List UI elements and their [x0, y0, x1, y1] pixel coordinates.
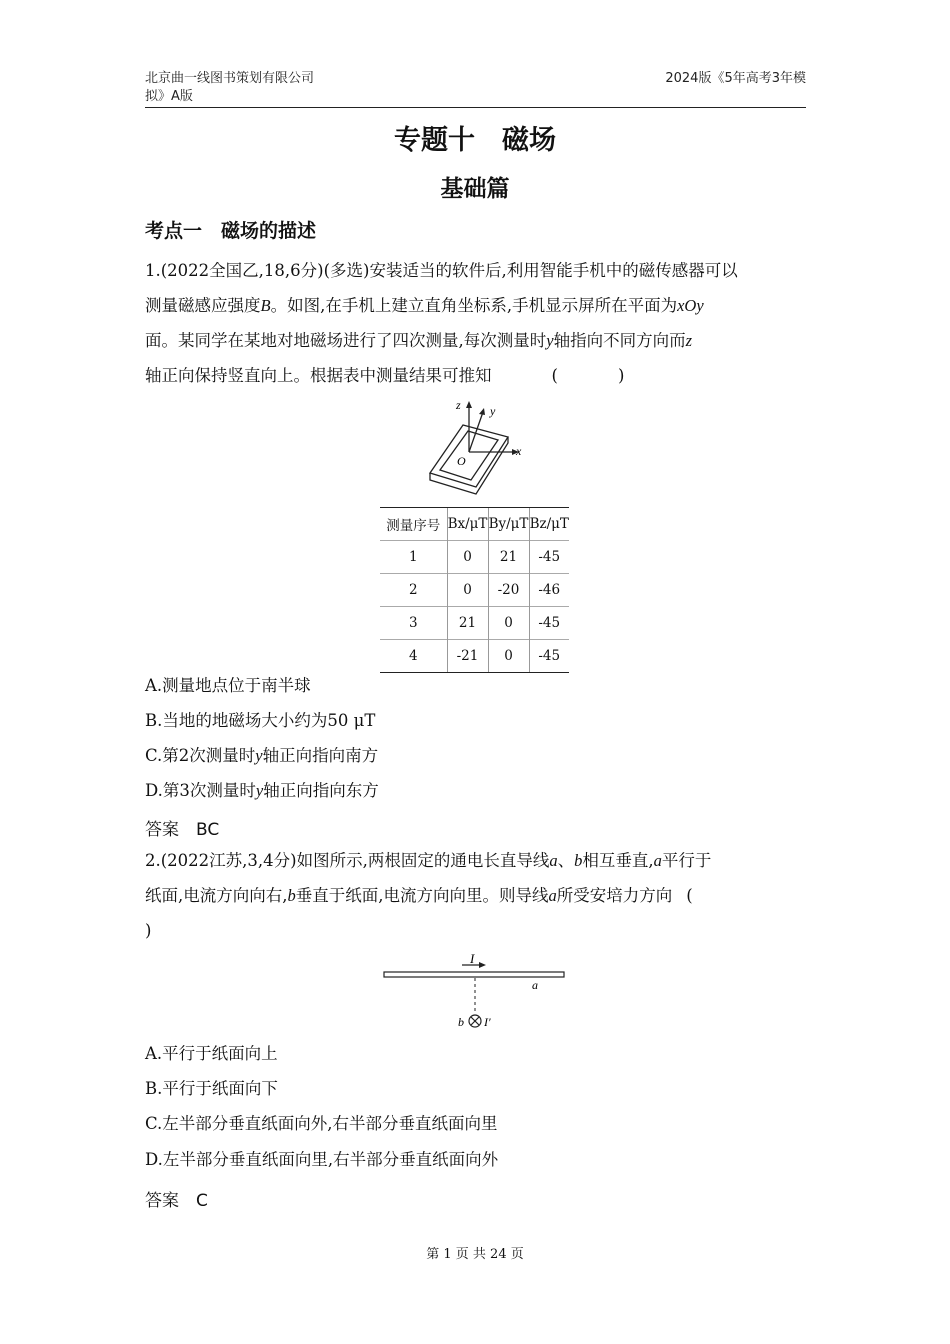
var-a: a — [549, 851, 558, 870]
q1-line-2 — [145, 288, 810, 323]
table-row — [380, 574, 569, 607]
header-left-line1: 北京曲一线图书策划有限公司 — [145, 71, 315, 86]
table-cell: -45 — [529, 607, 569, 640]
label-I: I — [470, 951, 475, 966]
table-row — [380, 640, 569, 673]
measurement-table — [380, 507, 569, 673]
table-cell: 1 — [380, 541, 447, 574]
wires-figure — [380, 950, 570, 1035]
var-a: a — [653, 851, 662, 870]
var-B: B — [260, 296, 271, 315]
q2-option-d: D.左半部分垂直纸面向里,右半部分垂直纸面向外 — [145, 1150, 499, 1169]
q1-text: 轴正向保持竖直向上。根据表中测量结果可推知 — [145, 366, 492, 385]
answer-paren-open: ( — [551, 366, 558, 385]
label-y: y — [490, 404, 496, 418]
q1-option-a: A.测量地点位于南半球 — [145, 676, 311, 695]
q2-option-c: C.左半部分垂直纸面向外,右半部分垂直纸面向里 — [145, 1114, 498, 1133]
var-b: b — [574, 851, 583, 870]
table-cell: 4 — [380, 640, 447, 673]
table-header-cell: Bx/μT — [447, 508, 488, 541]
q2-text: 垂直于纸面,电流方向向里。则导线 — [295, 886, 549, 905]
table-header-cell: Bz/μT — [529, 508, 569, 541]
z-arrowhead — [466, 401, 472, 408]
q2-text: 纸面,电流方向向右, — [145, 886, 288, 905]
q2-option-a: A.平行于纸面向上 — [145, 1044, 278, 1063]
question-2-stem — [145, 843, 810, 948]
table-header-row — [380, 508, 569, 541]
header-divider — [145, 107, 806, 108]
table-cell: 0 — [488, 607, 529, 640]
label-a: a — [532, 978, 538, 992]
label-z: z — [456, 398, 461, 412]
q2-option-b: B.平行于纸面向下 — [145, 1079, 278, 1098]
table-cell: 2 — [380, 574, 447, 607]
answer-paren-close: ) — [145, 921, 152, 940]
option-text: 轴正向指向东方 — [263, 781, 379, 800]
label-b: b — [458, 1015, 464, 1029]
wire-b-into-page-icon — [469, 1015, 481, 1027]
table-header-cell: 测量序号 — [380, 508, 447, 541]
q2-text: 平行于 — [661, 851, 712, 870]
header-company — [145, 70, 375, 106]
header-left-line2: 拟》A版 — [145, 89, 193, 104]
page-title: 专题十 磁场 — [394, 125, 556, 156]
table-cell: 21 — [488, 541, 529, 574]
page-footer: 第 1 页 共 24 页 — [426, 1247, 524, 1262]
q1-text: 轴指向不同方向而 — [553, 331, 686, 350]
label-origin: O — [457, 454, 466, 468]
wire-a — [384, 972, 564, 977]
current-arrowhead — [479, 962, 486, 968]
table-cell: -46 — [529, 574, 569, 607]
table-cell: 0 — [447, 574, 488, 607]
table-cell: 3 — [380, 607, 447, 640]
answer-paren-close: ) — [617, 366, 625, 385]
table-cell: -21 — [447, 640, 488, 673]
answer-paren-open: ( — [686, 886, 693, 905]
table-cell: -45 — [529, 541, 569, 574]
label-I-prime: I′ — [484, 1015, 491, 1029]
table-header-cell: By/μT — [488, 508, 529, 541]
q1-line-3 — [145, 323, 810, 358]
y-arrowhead — [479, 408, 485, 415]
var-a: a — [548, 886, 557, 905]
q2-answer: 答案 C — [145, 1191, 208, 1211]
q1-line-1: 1.(2022全国乙,18,6分)(多选)安装适当的软件后,利用智能手机中的磁传感器可以 — [145, 261, 738, 280]
table-cell: 0 — [447, 541, 488, 574]
q2-text: 相互垂直, — [582, 851, 654, 870]
q2-line-3 — [145, 913, 810, 948]
q2-text: 、 — [557, 851, 575, 870]
var-xOy: xOy — [677, 296, 704, 315]
option-text: C.第2次测量时 — [145, 746, 256, 765]
q2-text: 所受安培力方向 — [556, 886, 673, 905]
q1-option-c — [145, 738, 378, 773]
var-y: y — [255, 781, 264, 800]
option-text: D.第3次测量时 — [145, 781, 256, 800]
q2-text: 2.(2022江苏,3,4分)如图所示,两根固定的通电长直导线 — [145, 851, 550, 870]
header-book-title: 2024版《5年高考3年模 — [665, 71, 806, 86]
var-y: y — [546, 331, 554, 350]
table-cell: 21 — [447, 607, 488, 640]
q1-option-b: B.当地的地磁场大小约为50 μT — [145, 711, 376, 730]
table-cell: -20 — [488, 574, 529, 607]
q2-line-2 — [145, 878, 810, 913]
q1-text: 面。某同学在某地对地磁场进行了四次测量,每次测量时 — [145, 331, 547, 350]
phone-axes-figure — [420, 395, 540, 500]
page-subtitle: 基础篇 — [440, 176, 510, 202]
table-cell: -45 — [529, 640, 569, 673]
table-row — [380, 541, 569, 574]
q1-line-4 — [145, 358, 810, 393]
var-z: z — [685, 331, 692, 350]
q1-text: 测量磁感应强度 — [145, 296, 261, 315]
section-heading: 考点一 磁场的描述 — [145, 220, 317, 242]
question-1-stem — [145, 253, 810, 393]
option-text: 轴正向指向南方 — [262, 746, 379, 765]
q2-line-1 — [145, 843, 810, 878]
table-row — [380, 607, 569, 640]
var-b: b — [287, 886, 296, 905]
table-cell: 0 — [488, 640, 529, 673]
q1-answer: 答案 BC — [145, 820, 220, 840]
q1-text: 。如图,在手机上建立直角坐标系,手机显示屏所在平面为 — [270, 296, 678, 315]
var-y: y — [255, 746, 263, 765]
q1-option-d — [145, 773, 379, 808]
label-x: x — [516, 444, 522, 458]
